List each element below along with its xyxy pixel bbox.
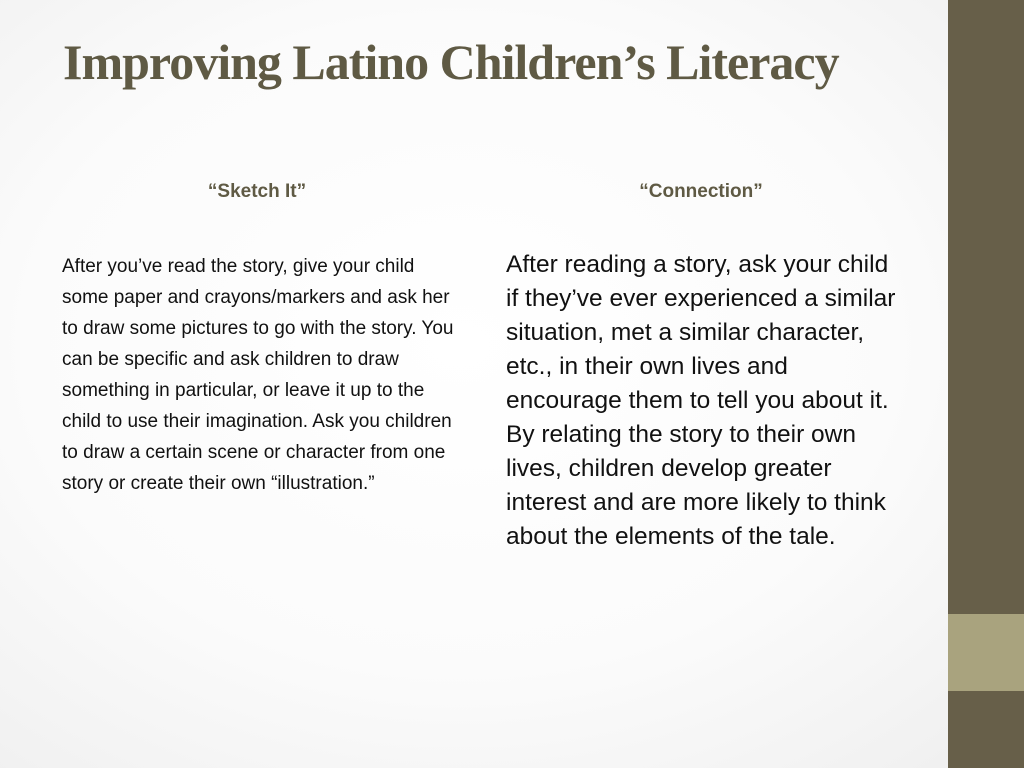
right-column-heading: “Connection” [639, 181, 763, 202]
decorative-sidebar-accent [948, 614, 1024, 691]
right-column-body: After reading a story, ask your child if they’ve ever experienced a similar situation, met a similar character, etc., in their own lives and encourage them to tell you about it. By relating the story to their own lives, children develop greater interest and are more likely to think about the elements of the tale. [506, 251, 896, 550]
left-column-body: After you’ve read the story, give your child some paper and crayons/markers and ask her to draw some pictures to go with the story. You can be specific and ask children to draw something in particular, or leave it up to the child to use their imagination. Ask you children to draw a certain scene or character from one story or create their own “illustration.” [62, 256, 454, 494]
left-column-heading: “Sketch It” [207, 181, 307, 202]
slide-title: Improving Latino Children’s Literacy [63, 34, 839, 90]
